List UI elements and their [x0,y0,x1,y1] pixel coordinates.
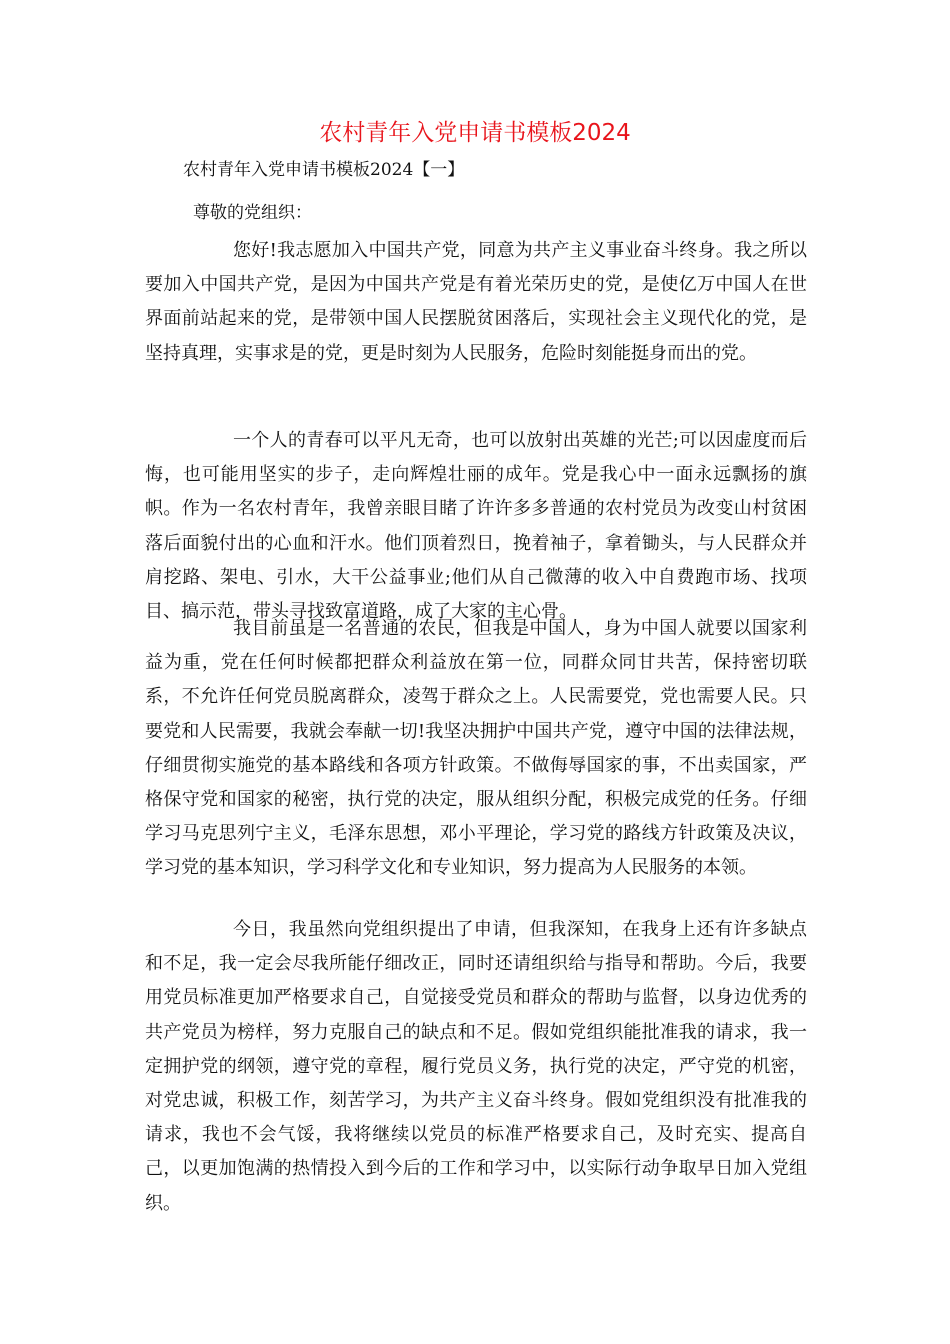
paragraph-3: 我目前虽是一名普通的农民，但我是中国人，身为中国人就要以国家利益为重，党在任何时候都把群众利益放在第一位，同群众同甘共苦，保持密切联系，不允许任何党员脱离群众，凌驾于群众之上。人民需要党，党也需要人民。只要党和人民需要，我就会奉献一切!我坚决拥护中国共产党，遵守中国的法律法规，仔细贯彻实施党的基本路线和各项方针政策。不做侮辱国家的事，不出卖国家，严格保守党和国家的秘密，执行党的决定，服从组织分配，积极完成党的任务。仔细学习马克思列宁主义，毛泽东思想，邓小平理论，学习党的路线方针政策及决议，学习党的基本知识，学习科学文化和专业知识，努力提高为人民服务的本领。 [145,618,807,879]
paragraph-2: 一个人的青春可以平凡无奇，也可以放射出英雄的光芒;可以因虚度而后悔，也可能用坚实的步子，走向辉煌壮丽的成年。党是我心中一面永远飘扬的旗帜。作为一名农村青年，我曾亲眼目睹了许许多多普通的农村党员为改变山村贫困落后面貌付出的心血和汗水。他们顶着烈日，挽着袖子，拿着锄头，与人民群众并肩挖路、架电、引水，大干公益事业;他们从自己微薄的收入中自费跑市场、找项目、搞示范，带头寻找致富道路，成了大家的主心骨。 [145,430,807,623]
salutation: 尊敬的党组织： [193,203,312,223]
document-subtitle: 农村青年入党申请书模板2024【一】 [183,160,465,180]
document-title: 农村青年入党申请书模板2024 [319,120,631,146]
paragraph-1: 您好!我志愿加入中国共产党，同意为共产主义事业奋斗终身。我之所以要加入中国共产党，是因为中国共产党是有着光荣历史的党，是使亿万中国人在世界面前站起来的党，是带领中国人民摆脱贫困落后，实现社会主义现代化的党，是坚持真理，实事求是的党，更是时刻为人民服务，危险时刻能挺身而出的党。 [145,240,807,364]
paragraph-4: 今日，我虽然向党组织提出了申请，但我深知，在我身上还有许多缺点和不足，我一定会尽我所能仔细改正，同时还请组织给与指导和帮助。今后，我要用党员标准更加严格要求自己，自觉接受党员和群众的帮助与监督，以身边优秀的共产党员为榜样，努力克服自己的缺点和不足。假如党组织能批准我的请求，我一定拥护党的纲领，遵守党的章程，履行党员义务，执行党的决定，严守党的机密，对党忠诚，积极工作，刻苦学习，为共产主义奋斗终身。假如党组织没有批准我的请求，我也不会气馁，我将继续以党员的标准严格要求自己，及时充实、提高自己，以更加饱满的热情投入到今后的工作和学习中，以实际行动争取早日加入党组织。 [145,919,807,1214]
